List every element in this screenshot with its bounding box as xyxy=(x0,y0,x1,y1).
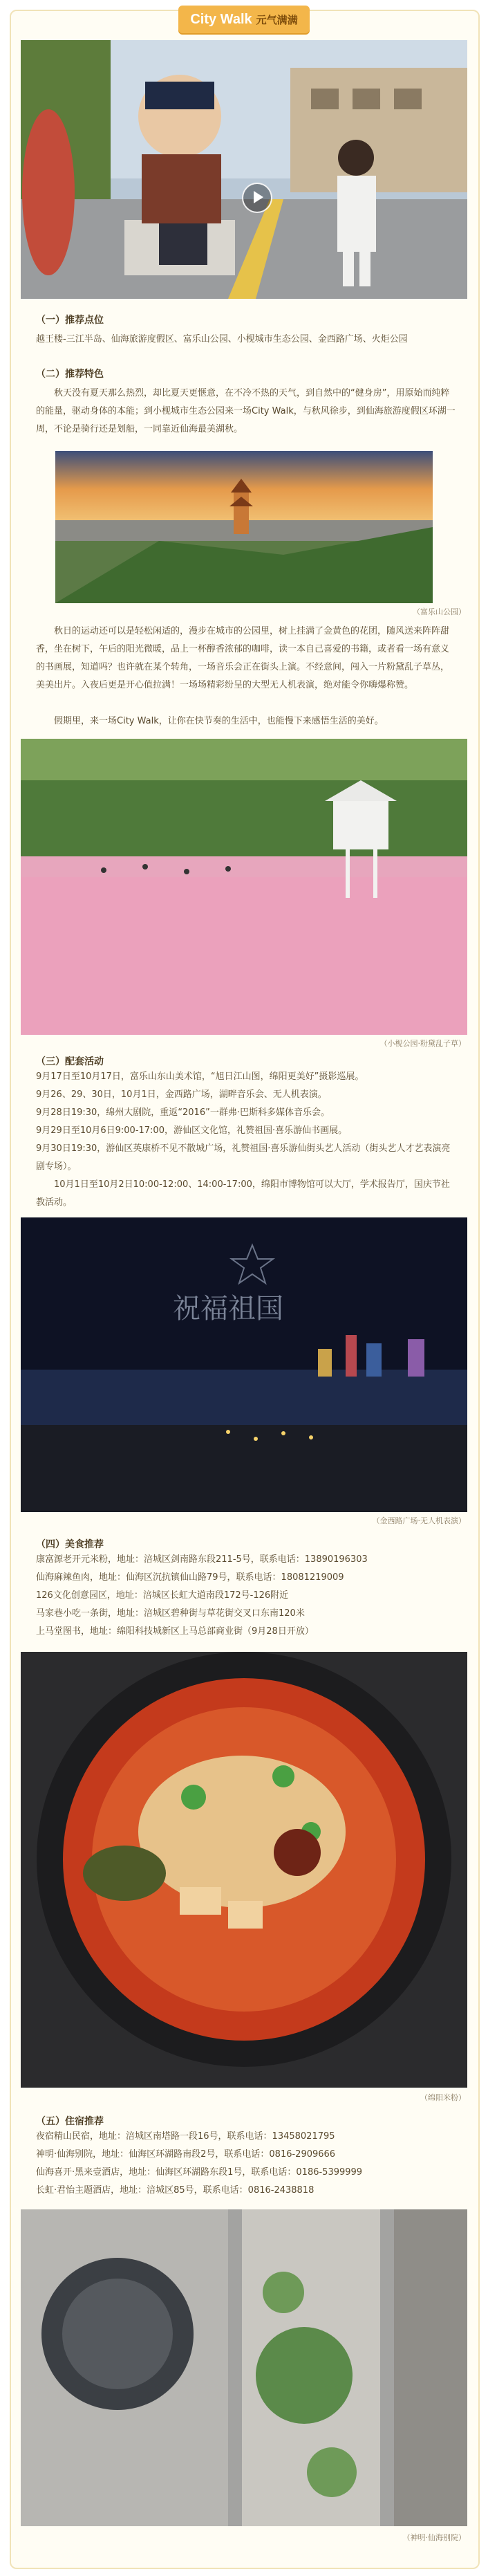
title-chinese: 元气满满 xyxy=(256,14,298,26)
drone-show-photo xyxy=(21,1217,467,1512)
section-5-list xyxy=(36,2128,458,2200)
rice-noodle-caption: （绵阳米粉） xyxy=(420,2093,466,2102)
hotel-line: 神明·仙海别院，地址：仙海区环湖路南段2号，联系电话：0816-2909666 xyxy=(36,2149,336,2160)
section-4-list xyxy=(36,1551,458,1641)
hotel-photo xyxy=(21,2209,467,2526)
section-3-list xyxy=(36,1068,458,1212)
activity-line: 10月1日至10月2日10:00-12:00、14:00-17:00，绵阳市博物馆可以大厅，学术报告厅，国庆节社教活动。 xyxy=(36,1179,450,1208)
pink-grass-photo xyxy=(21,739,467,1035)
title-english: City Walk xyxy=(190,11,252,27)
section-1-text: 越王楼-三江半岛、仙海旅游度假区、富乐山公园、小枧城市生态公园、金西路广场、火炬公园 xyxy=(36,334,408,344)
activity-line: 9月26、29、30日，10月1日，金西路广场，湖畔音乐会、无人机表演。 xyxy=(36,1089,327,1100)
section-2-heading: （二）推荐特色 xyxy=(36,369,104,380)
drone-show-caption: （金西路广场·无人机表演） xyxy=(372,1516,466,1525)
food-line: 马家巷小吃一条街，地址：涪城区碧种街与草花街交叉口东南120米 xyxy=(36,1608,305,1619)
activity-line: 9月30日19:30，游仙区英康桥不见不散城广场，礼赞祖国·喜乐游仙街头艺人活动（街头艺人才艺表演亮剧专场）。 xyxy=(36,1143,451,1172)
section-1-heading: （一）推荐点位 xyxy=(36,315,104,326)
title-banner xyxy=(178,6,310,33)
drone-show-illustration xyxy=(21,1217,467,1512)
section-2-paragraph-1: 秋天没有夏天那么热烈，却比夏天更惬意，在不冷不热的天气，到自然中的“健身房”，用原始而纯粹的能量，驱动身体的本能；到小枧城市生态公园来一场City Walk，与秋风徐步，到仙海旅游度假区环湖一周，不论是骑行还是划船，一同靠近仙海最美湖秋。 xyxy=(36,388,456,434)
food-line: 康富源老开元米粉，地址：涪城区剑南路东段211-5号，联系电话：13890196303 xyxy=(36,1554,368,1565)
section-2-paragraph-2: 秋日的运动还可以是轻松闲适的，漫步在城市的公园里，树上挂满了金黄色的花团，随风送来阵阵甜香，坐在树下，午后的阳光微暖，品上一杯醇香浓郁的咖啡，读一本自己喜爱的书籍，或者看一场有意义的书画展，知道吗？也许就在某个转角，一场音乐会正在街头上演。不经意间，闯入一片粉黛乱子草丛，美美出片。入夜后更是开心值拉满！一场场精彩纷呈的大型无人机表演，绝对能令你嗨爆称赞。 xyxy=(36,626,450,690)
play-icon[interactable] xyxy=(242,183,272,213)
pink-grass-illustration xyxy=(21,739,467,1035)
street-scene-illustration xyxy=(21,40,467,299)
noodle-bowl-illustration xyxy=(21,1652,467,2088)
hotel-line: 夜宿精山民宿，地址：涪城区南塔路一段16号，联系电话：13458021795 xyxy=(36,2131,335,2142)
food-line: 126文化创意园区，地址：涪城区长虹大道南段172号-126附近 xyxy=(36,1590,289,1601)
hotel-line: 长虹·君怡主题酒店，地址：涪城区85号，联系电话：0816-2438818 xyxy=(36,2185,315,2196)
food-line: 上马堂图书，地址：绵阳科技城新区上马总部商业街（9月28日开放） xyxy=(36,1626,314,1637)
pink-grass-caption: （小枧公园·粉黛乱子草） xyxy=(379,1039,466,1048)
section-4-heading: （四）美食推荐 xyxy=(36,1539,104,1550)
drone-blessing-text: 祝福祖国 xyxy=(173,1293,283,1325)
activity-line: 9月17日至10月17日，富乐山东山美术馆，“旭日江山图，绵阳更美好”摄影巡展。 xyxy=(36,1071,364,1082)
fule-park-photo xyxy=(55,451,433,603)
section-5-heading: （五）住宿推荐 xyxy=(36,2116,104,2127)
food-line: 仙海麻辣鱼肉，地址：仙海区沉抗镇仙山路79号，联系电话：18081219009 xyxy=(36,1572,344,1583)
activity-line: 9月28日19:30，绵州大剧院，重返“2016”一群弗·巴斯科多媒体音乐会。 xyxy=(36,1107,330,1118)
fule-park-caption: （富乐山公园） xyxy=(413,607,466,616)
rice-noodle-photo xyxy=(21,1652,467,2088)
activity-line: 9月29日至10月6日9:00-17:00，游仙区文化馆，礼赞祖国·喜乐游仙书画展。 xyxy=(36,1125,348,1136)
hotel-caption: （神明·仙海别院） xyxy=(402,2533,466,2542)
section-3-heading: （三）配套活动 xyxy=(36,1056,104,1067)
video-cover-photo[interactable] xyxy=(21,40,467,299)
hotel-courtyard-illustration xyxy=(21,2209,467,2526)
fule-park-illustration xyxy=(55,451,433,603)
section-2-paragraph-3: 假期里，来一场City Walk，让你在快节奏的生活中，也能慢下来感悟生活的美好。 xyxy=(54,716,384,726)
hotel-line: 仙海喜开·黑来壹酒店，地址：仙海区环湖路东段1号，联系电话：0186-5399999 xyxy=(36,2167,363,2178)
